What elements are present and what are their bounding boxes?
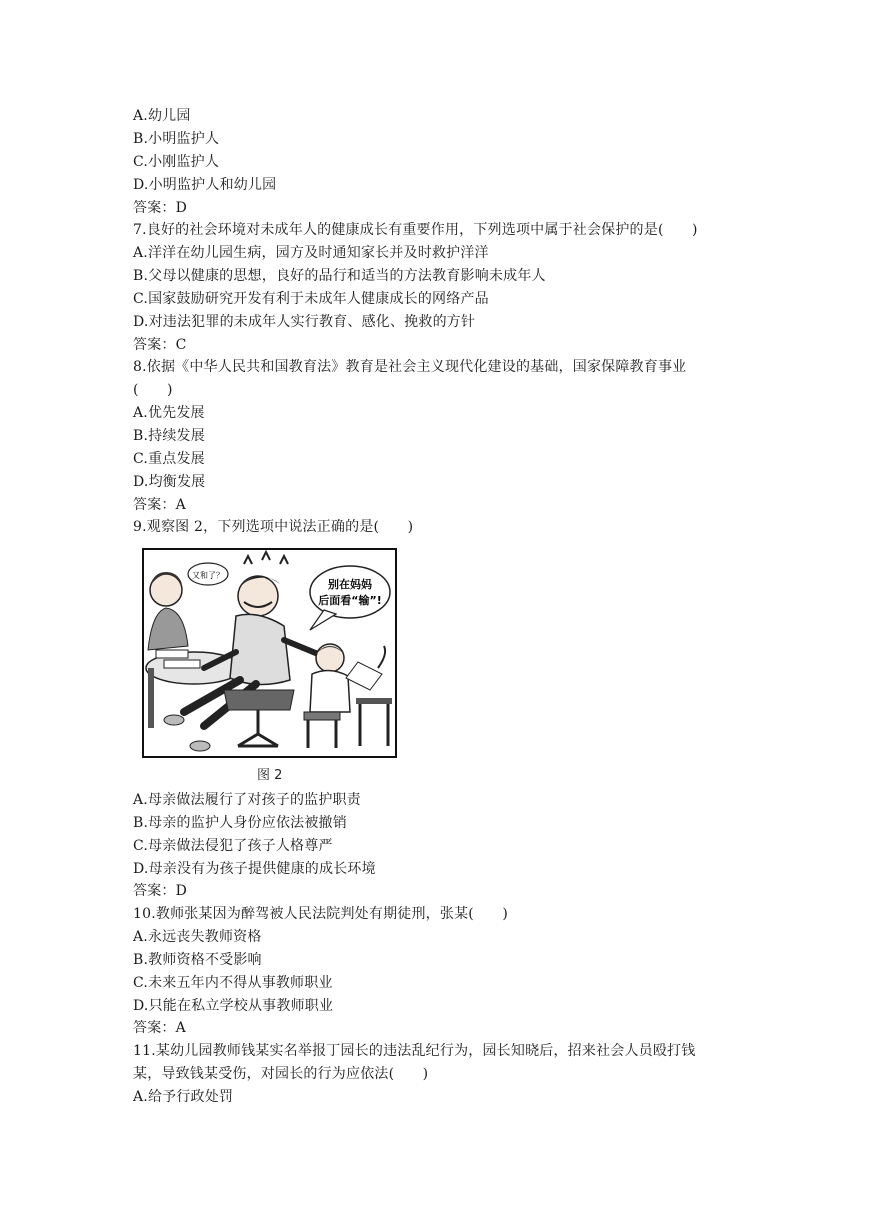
q7-option-a: A.洋洋在幼儿园生病，园方及时通知家长并及时救护洋洋 <box>133 245 489 261</box>
anger-marks <box>244 552 288 564</box>
mother-head <box>238 576 278 616</box>
q8-answer: 答案：A <box>133 497 186 513</box>
child-head <box>316 644 344 672</box>
child-desk <box>356 698 392 704</box>
q10-option-c: C.未来五年内不得从事教师职业 <box>133 975 333 991</box>
q8-stem: 8.依据《中华人民共和国教育法》教育是社会主义现代化建设的基础，国家保障教育事业 <box>133 359 687 375</box>
q9-answer: 答案：D <box>133 883 188 899</box>
q9-option-a: A.母亲做法履行了对孩子的监护职责 <box>133 792 361 808</box>
q10-option-b: B.教师资格不受影响 <box>133 952 262 968</box>
q10-option-d: D.只能在私立学校从事教师职业 <box>133 998 334 1014</box>
slipper <box>164 715 184 725</box>
q6-option-d: D.小明监护人和幼儿园 <box>133 177 277 193</box>
q11-stem: 11.某幼儿园教师钱某实名举报丁园长的违法乱纪行为，园长知晓后，招来社会人员殴打钱 <box>133 1043 696 1059</box>
q8-option-b: B.持续发展 <box>133 428 205 444</box>
office-chair-base <box>238 710 278 746</box>
cartoon-drawing <box>144 550 395 756</box>
table-leg <box>148 668 154 728</box>
child-stool <box>304 712 340 720</box>
q6-answer: 答案：D <box>133 200 188 216</box>
q9-option-d: D.母亲没有为孩子提供健康的成长环境 <box>133 861 376 877</box>
q7-option-d: D.对违法犯罪的未成年人实行教育、感化、挽救的方针 <box>133 314 476 330</box>
slipper <box>190 741 210 751</box>
q7-option-b: B.父母以健康的思想，良好的品行和适当的方法教育影响未成年人 <box>133 268 546 284</box>
q8-stem-blank: ( ) <box>133 382 173 398</box>
open-book <box>346 662 382 690</box>
mother-arm-right <box>284 640 318 654</box>
q9-option-b: B.母亲的监护人身份应依法被撤销 <box>133 815 347 831</box>
cartoon-figure <box>142 548 397 758</box>
q7-option-c: C.国家鼓励研究开发有利于未成年人健康成长的网络产品 <box>133 291 489 307</box>
q8-option-a: A.优先发展 <box>133 405 205 421</box>
office-chair-seat <box>224 690 294 710</box>
q10-answer: 答案：A <box>133 1020 186 1036</box>
q7-stem: 7.良好的社会环境对未成年人的健康成长有重要作用，下列选项中属于社会保护的是( ) <box>133 222 698 238</box>
q11-option-a: A.给予行政处罚 <box>133 1089 234 1105</box>
q6-option-a: A.幼儿园 <box>133 108 191 124</box>
child-body <box>310 670 350 712</box>
q8-option-c: C.重点发展 <box>133 451 205 467</box>
q7-answer: 答案：C <box>133 337 187 353</box>
right-speech-bubble <box>310 566 390 618</box>
mahjong-tiles <box>156 650 188 658</box>
desk-legs <box>360 704 388 746</box>
left-woman-body <box>148 608 188 650</box>
q9-stem: 9.观察图 2，下列选项中说法正确的是( ) <box>133 519 414 535</box>
q9-option-c: C.母亲做法侵犯了孩子人格尊严 <box>133 838 333 854</box>
q6-option-c: C.小刚监护人 <box>133 154 220 170</box>
right-speech-text-line2: 后面看“输”! <box>318 594 382 607</box>
q10-stem: 10.教师张某因为醉驾被人民法院判处有期徒刑，张某( ) <box>133 906 508 922</box>
speech-bubble-tail <box>310 610 336 630</box>
mother-body <box>230 614 290 684</box>
right-speech-text-line1: 别在妈妈 <box>328 578 372 591</box>
q8-option-d: D.均衡发展 <box>133 474 206 490</box>
left-speech-text: 又和了？ <box>192 571 224 580</box>
figure-caption: 图 2 <box>257 768 283 783</box>
q6-option-b: B.小明监护人 <box>133 131 220 147</box>
q10-option-a: A.永远丧失教师资格 <box>133 929 262 945</box>
desk-lamp <box>378 646 385 668</box>
q11-stem-cont: 某，导致钱某受伤，对园长的行为应依法( ) <box>133 1066 429 1082</box>
stool-legs <box>308 720 336 748</box>
mahjong-tiles <box>164 660 200 668</box>
